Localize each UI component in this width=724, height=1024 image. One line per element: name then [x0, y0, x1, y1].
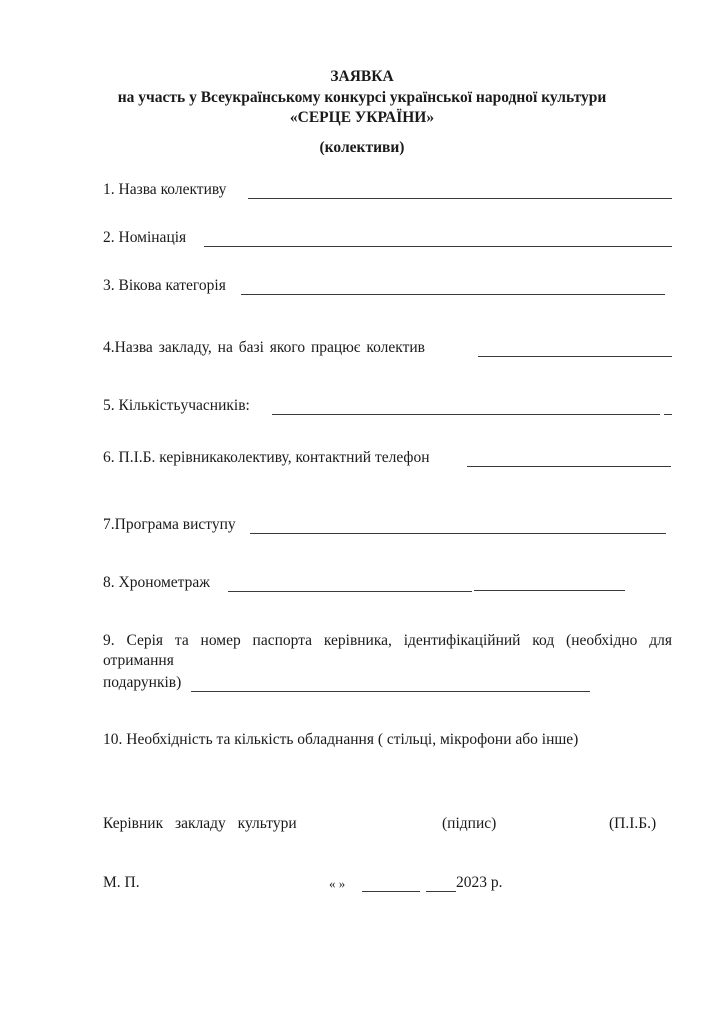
signature-hint: (підпис)	[442, 815, 497, 832]
field-label-institution-name: 4.Назва закладу, на базі якого працює колектив	[103, 339, 425, 356]
field-label-timing: 8. Хронометраж	[103, 574, 210, 591]
field-input-nomination[interactable]	[204, 246, 672, 247]
date-day-input[interactable]	[426, 891, 456, 892]
field-input-performance-program[interactable]	[250, 533, 666, 534]
field-label-participants-count: 5. Кількістьучасників:	[103, 397, 250, 414]
field-input-timing-extra[interactable]	[474, 590, 625, 591]
stamp-placeholder: М. П.	[103, 874, 140, 891]
field-input-passport[interactable]	[191, 691, 590, 692]
date-month-input[interactable]	[362, 891, 420, 892]
form-title: ЗАЯВКА	[330, 68, 394, 85]
field-input-institution-name[interactable]	[478, 356, 672, 357]
field-label-performance-program: 7.Програма виступу	[103, 516, 236, 533]
field-label-passport-line2: отримання	[103, 652, 174, 669]
form-category: (колективи)	[319, 139, 405, 156]
field-label-collective-name: 1. Назва колективу	[103, 181, 227, 198]
field-label-age-category: 3. Вікова категорія	[103, 277, 226, 294]
field-input-participants-count-tail	[664, 414, 672, 415]
field-label-nomination: 2. Номінація	[103, 229, 187, 246]
contest-name: «СЕРЦЕ УКРАЇНИ»	[289, 109, 435, 126]
field-input-collective-name[interactable]	[248, 198, 672, 199]
field-label-director-contact: 6. П.І.Б. керівникаколективу, контактний телефон	[103, 449, 430, 466]
field-label-passport-line1: 9. Серія та номер паспорта керівника, ідентифікаційний код (необхідно для	[103, 632, 672, 649]
date-quotes: « »	[329, 876, 346, 891]
field-input-participants-count[interactable]	[272, 414, 660, 415]
date-year: 2023 р.	[456, 874, 503, 891]
field-label-passport-line3: подарунків)	[103, 674, 182, 691]
name-hint: (П.І.Б.)	[609, 815, 657, 832]
signature-role: Керівник закладу культури	[103, 815, 297, 832]
field-input-director-contact[interactable]	[467, 466, 671, 467]
field-input-age-category[interactable]	[241, 294, 665, 295]
field-label-equipment: 10. Необхідність та кількість обладнання ( стільці, мікрофони або інше)	[103, 731, 579, 748]
field-input-timing[interactable]	[228, 591, 472, 592]
form-subtitle: на участь у Всеукраїнському конкурсі української народної культури	[117, 89, 607, 106]
